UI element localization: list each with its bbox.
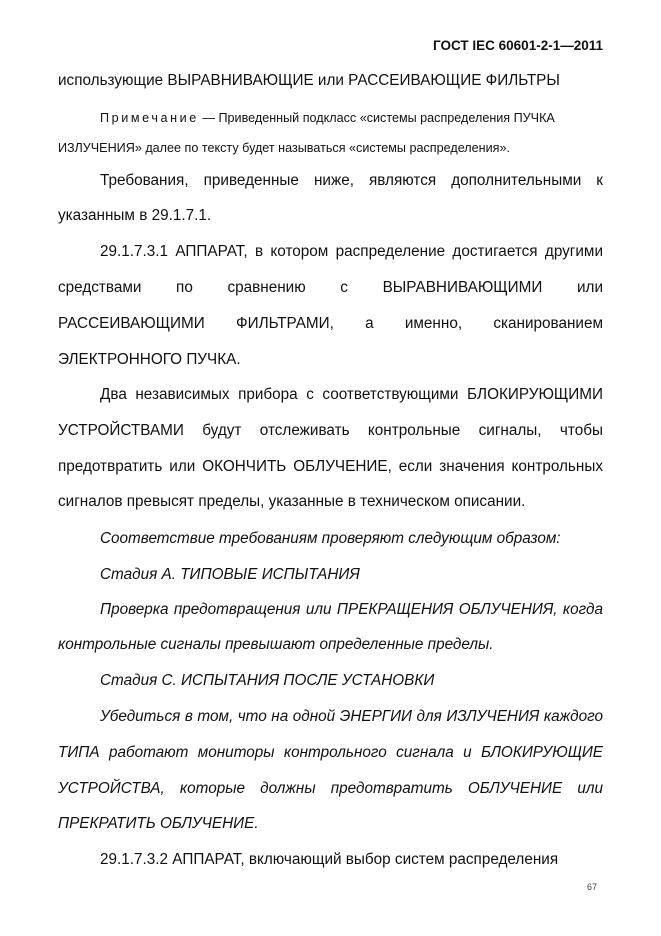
italic-line: Убедиться в том, что на одной ЭНЕРГИИ для ИЗЛУЧЕНИЯ каждого	[100, 708, 603, 725]
text-line: средствами по сравнению с ВЫРАВНИВАЮЩИМИ или	[58, 279, 603, 296]
text-line: указанным в 29.1.7.1.	[58, 207, 212, 224]
text-line: РАССЕИВАЮЩИМИ ФИЛЬТРАМИ, а именно, сканированием	[58, 315, 603, 332]
italic-line: контрольные сигналы превышают определенные пределы.	[58, 636, 494, 653]
text-line: ЭЛЕКТРОННОГО ПУЧКА.	[58, 351, 241, 368]
page-number: 67	[586, 882, 597, 892]
note-text: — Приведенный подкласс «системы распределения ПУЧКА	[198, 111, 555, 125]
document-header: ГОСТ IEC 60601-2-1—2011	[433, 38, 603, 53]
text-line: сигналов превысят пределы, указанные в техническом описании.	[58, 493, 526, 510]
italic-line: Проверка предотвращения или ПРЕКРАЩЕНИЯ ОБЛУЧЕНИЯ, когда	[100, 601, 603, 618]
italic-line: УСТРОЙСТВА, которые должны предотвратить ОБЛУЧЕНИЕ или	[58, 780, 603, 797]
clause-heading: 29.1.7.3.2 АППАРАТ, включающий выбор систем распределения	[100, 851, 559, 868]
italic-line: ПРЕКРАТИТЬ ОБЛУЧЕНИЕ.	[58, 815, 259, 832]
clause-heading: 29.1.7.3.1 АППАРАТ, в котором распределение достигается другими	[100, 243, 603, 260]
text-line: использующие ВЫРАВНИВАЮЩИЕ или РАССЕИВАЮЩИЕ ФИЛЬТРЫ	[58, 72, 560, 89]
stage-c-heading: Стадия С. ИСПЫТАНИЯ ПОСЛЕ УСТАНОВКИ	[100, 672, 435, 689]
stage-a-heading: Стадия А. ТИПОВЫЕ ИСПЫТАНИЯ	[100, 566, 360, 583]
note-line	[100, 108, 603, 128]
note-label: Примечание	[100, 111, 199, 125]
text-line: Два независимых прибора с соответствующими БЛОКИРУЮЩИМИ	[100, 386, 603, 403]
text-line: Требования, приведенные ниже, являются дополнительными к	[100, 172, 603, 189]
text-line: УСТРОЙСТВАМИ будут отслеживать контрольные сигналы, чтобы	[58, 422, 603, 439]
italic-line: ТИПА работают мониторы контрольного сигнала и БЛОКИРУЮЩИЕ	[58, 744, 603, 761]
compliance-intro: Соответствие требованиям проверяют следующим образом:	[100, 530, 561, 547]
note-line: ИЗЛУЧЕНИЯ» далее по тексту будет называться «системы распределения».	[58, 141, 510, 155]
text-line: предотвратить или ОКОНЧИТЬ ОБЛУЧЕНИЕ, если значения контрольных	[58, 458, 603, 475]
